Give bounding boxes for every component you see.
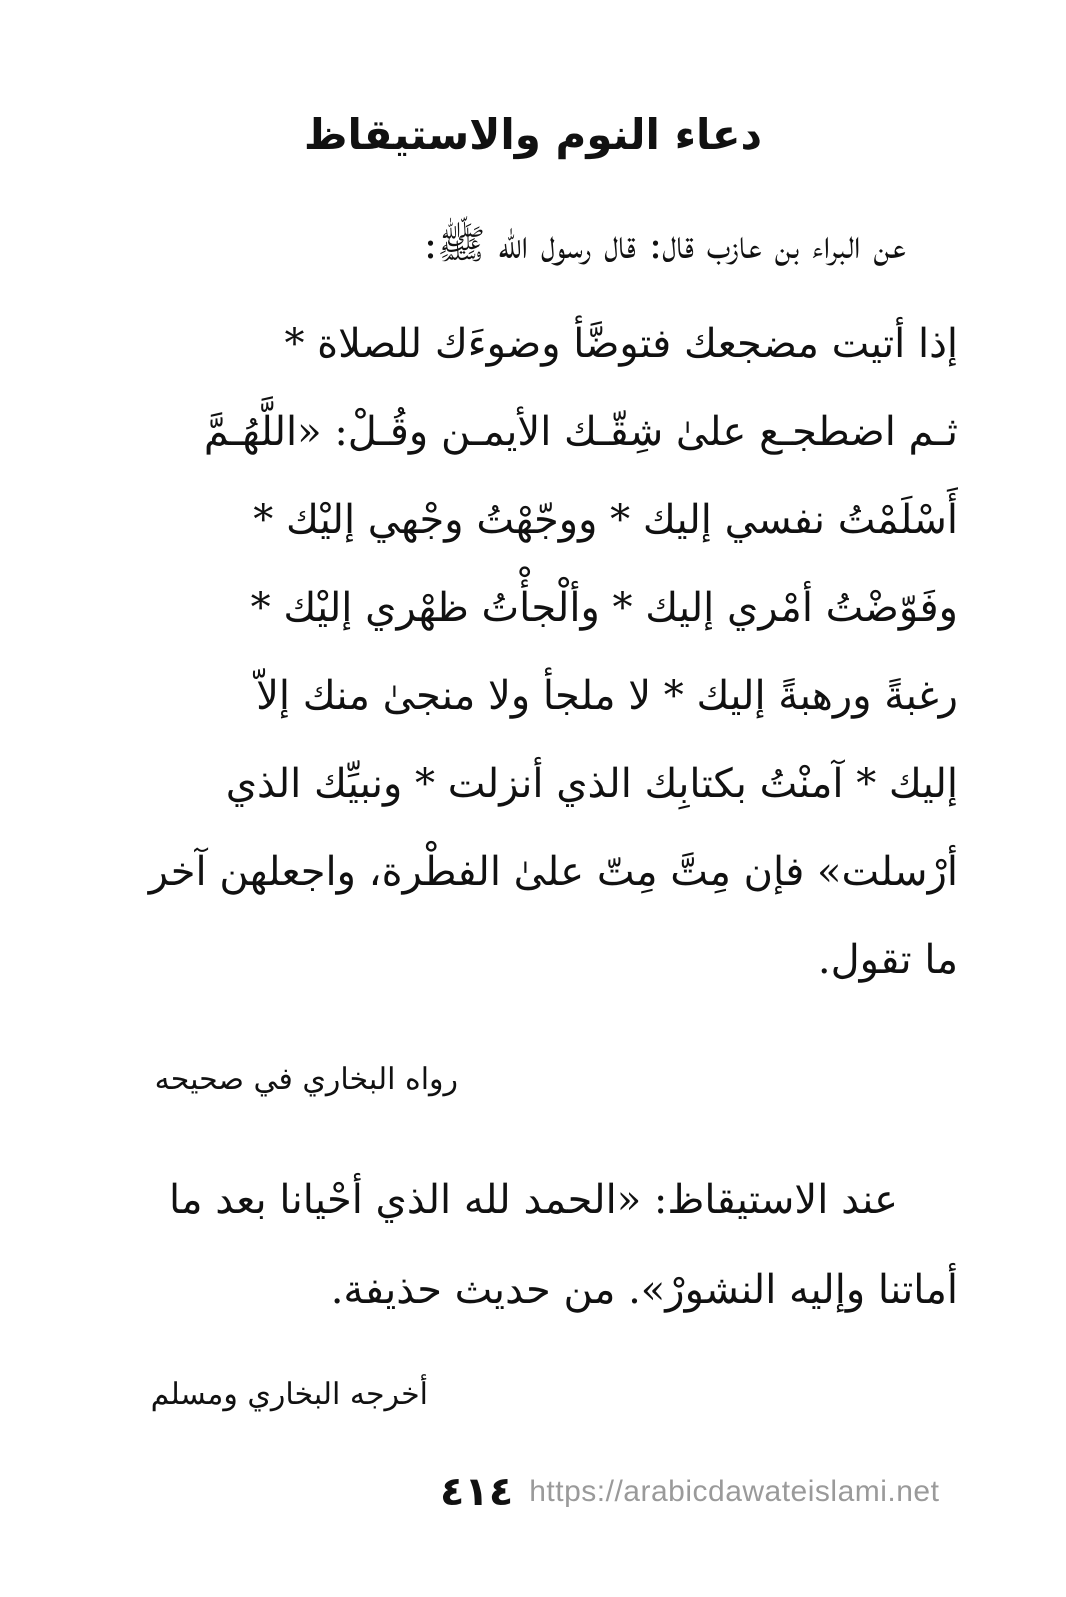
waking-line: عند الاستيقاظ: «الحمد لله الذي أحْيانا بعد ما — [168, 1177, 898, 1223]
hadith-line: وفَوّضْتُ أمْري إليك * وألْجأْتُ ظهْري إليْك * — [250, 585, 958, 631]
hadith-line: أَسْلَمْتُ نفسي إليك * ووجّهْتُ وجْهي إليْك * — [253, 497, 958, 543]
hadith-line: أرْسلت» فإن مِتَّ مِتّ علىٰ الفطْرة، واجعلهن آخر — [148, 849, 958, 895]
hadith-line: إذا أتيت مضجعك فتوضَّأ وضوءَك للصلاة * — [284, 321, 958, 367]
page-title: دعاء النوم والاستيقاظ — [303, 110, 763, 159]
hadith-text — [78, 300, 958, 1004]
source-citation-bukhari: رواه البخاري في صحيحه — [154, 1062, 458, 1097]
source-citation-bukhari-muslim: أخرجه البخاري ومسلم — [150, 1377, 428, 1412]
page-number: ٤١٤ — [440, 1469, 514, 1515]
hadith-line: رغبةً ورهبةً إليك * لا ملجأ ولا منجىٰ منك إلاّ — [256, 673, 958, 719]
page-footer — [440, 1462, 1000, 1522]
hadith-line: ثـم اضطجـع علىٰ شِقّـك الأيمـن وقُـلْ: «اللَّهُـمَّ — [203, 409, 958, 455]
hadith-line: إليك * آمنْتُ بكتابِك الذي أنزلت * ونبيِّك الذي — [225, 761, 958, 807]
hadith-line: ما تقول. — [817, 937, 958, 983]
hadith-narrator-intro: عن البراء بن عازب قال: قال رسول الله ﷺ: — [423, 222, 906, 268]
waking-dua-text — [78, 1155, 958, 1335]
watermark-url: https://arabicdawateislami.net — [529, 1475, 940, 1508]
waking-line: أماتنا وإليه النشورْ». من حديث حذيفة. — [330, 1267, 958, 1313]
